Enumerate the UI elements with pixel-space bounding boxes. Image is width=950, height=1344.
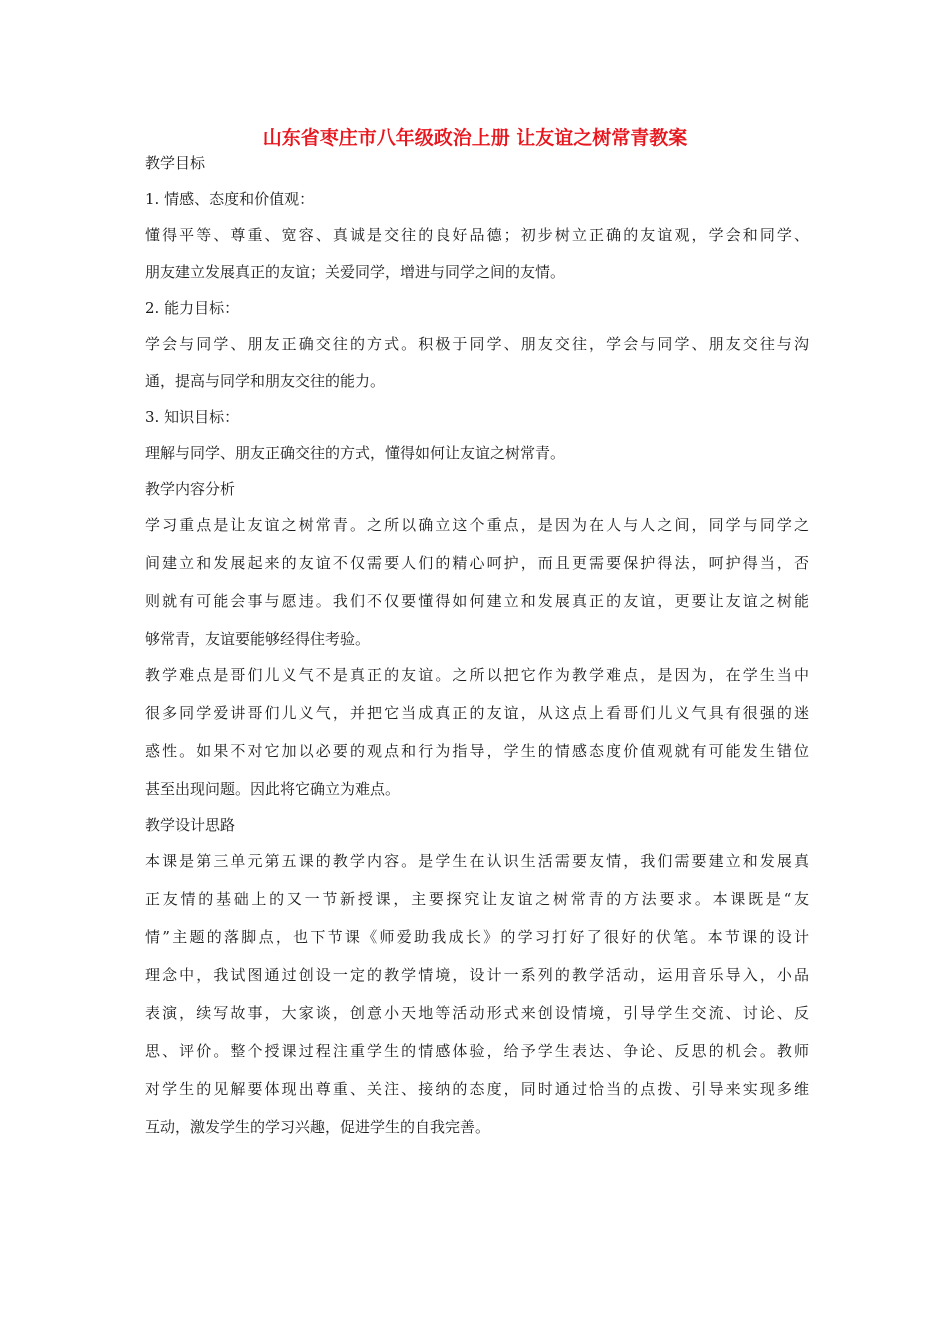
paragraph-line: 惑性。如果不对它加以必要的观点和行为指导，学生的情感态度价值观就有可能发生错位 <box>145 742 809 760</box>
objective-text-line: 理解与同学、朋友正确交往的方式，懂得如何让友谊之树常青。 <box>145 444 566 462</box>
document-title: 山东省枣庄市八年级政治上册 让友谊之树常青教案 <box>262 127 688 149</box>
paragraph-line: 教学难点是哥们儿义气不是真正的友谊。之所以把它作为教学难点，是因为，在学生当中 <box>145 666 809 684</box>
objective-text-line: 学会与同学、朋友正确交往的方式。积极于同学、朋友交往，学会与同学、朋友交往与沟 <box>145 335 809 353</box>
paragraph-line: 间建立和发展起来的友谊不仅需要人们的精心呵护，而且更需要保护得法，呵护得当，否 <box>145 554 809 572</box>
document-body <box>145 150 809 1141</box>
paragraph-line: 则就有可能会事与愿违。我们不仅要懂得如何建立和发展真正的友谊，更要让友谊之树能 <box>145 592 809 610</box>
paragraph-line: 学习重点是让友谊之树常青。之所以确立这个重点，是因为在人与人之间，同学与同学之 <box>145 516 809 534</box>
section-heading-objectives: 教学目标 <box>145 154 206 172</box>
paragraph-line: 正友情的基础上的又一节新授课，主要探究让友谊之树常青的方法要求。本课既是“友 <box>145 890 809 908</box>
objective-text-line: 通，提高与同学和朋友交往的能力。 <box>145 372 386 390</box>
paragraph-line: 思、评价。整个授课过程注重学生的情感体验，给予学生表达、争论、反思的机会。教师 <box>145 1042 809 1060</box>
objective-label-2: 2. 能力目标： <box>145 299 240 317</box>
objective-text-line: 朋友建立发展真正的友谊；关爱同学，增进与同学之间的友情。 <box>145 263 566 281</box>
section-heading-content-analysis: 教学内容分析 <box>145 480 236 498</box>
paragraph-line: 理念中，我试图通过创设一定的教学情境，设计一系列的教学活动，运用音乐导入，小品 <box>145 966 809 984</box>
paragraph-line: 够常青，友谊要能够经得住考验。 <box>145 630 371 648</box>
paragraph-line: 对学生的见解要体现出尊重、关注、接纳的态度，同时通过恰当的点拨、引导来实现多维 <box>145 1080 809 1098</box>
paragraph-line: 情”主题的落脚点，也下节课《师爱助我成长》的学习打好了很好的伏笔。本节课的设计 <box>145 928 809 946</box>
paragraph-line: 甚至出现问题。因此将它确立为难点。 <box>145 780 401 798</box>
objective-label-1: 1. 情感、态度和价值观： <box>145 190 315 208</box>
paragraph-line: 表演，续写故事，大家谈，创意小天地等活动形式来创设情境，引导学生交流、讨论、反 <box>145 1004 809 1022</box>
objective-label-3: 3. 知识目标： <box>145 408 240 426</box>
section-heading-design-idea: 教学设计思路 <box>145 816 236 834</box>
paragraph-line: 本课是第三单元第五课的教学内容。是学生在认识生活需要友情，我们需要建立和发展真 <box>145 852 809 870</box>
paragraph-line: 很多同学爱讲哥们儿义气，并把它当成真正的友谊，从这点上看哥们儿义气具有很强的迷 <box>145 704 809 722</box>
objective-text-line: 懂得平等、尊重、宽容、真诚是交往的良好品德；初步树立正确的友谊观，学会和同学、 <box>145 226 809 244</box>
paragraph-line: 互动，激发学生的学习兴趣，促进学生的自我完善。 <box>145 1118 491 1136</box>
